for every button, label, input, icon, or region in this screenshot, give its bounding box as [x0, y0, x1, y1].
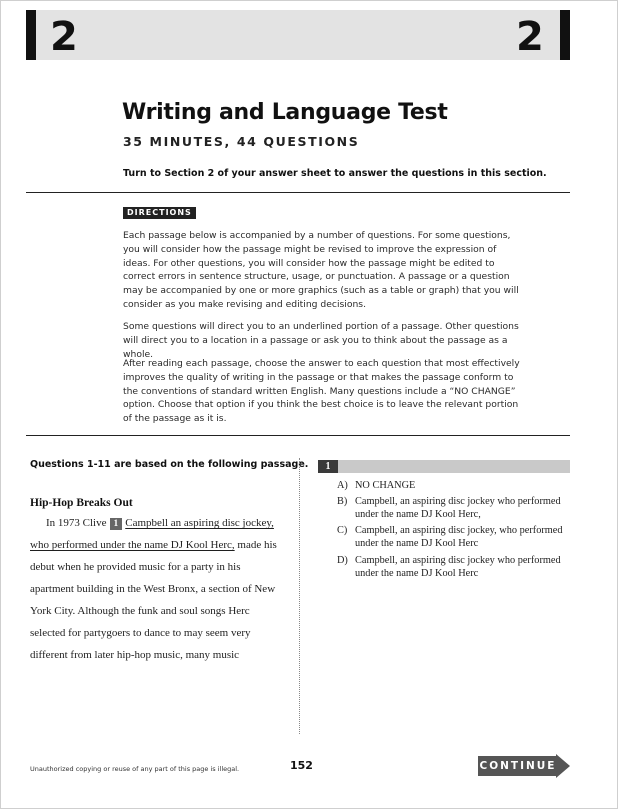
passage-line-2: [30, 539, 277, 551]
option-d-letter: D): [337, 555, 348, 566]
option-c-letter: C): [337, 525, 348, 536]
directions-badge: DIRECTIONS: [123, 207, 196, 219]
page-title: Writing and Language Test: [122, 100, 448, 125]
passage-line-4: apartment building in the West Bronx, a section of New: [30, 583, 276, 595]
option-b-letter: B): [337, 496, 348, 507]
question-1-number: 1: [318, 460, 338, 473]
option-a-text: NO CHANGE: [355, 480, 416, 491]
section-number-right: 2: [516, 14, 544, 60]
answer-option-c[interactable]: [337, 525, 572, 550]
directions-paragraph-2: Some questions will direct you to an underlined portion of a passage. Other questions will direct you to a location in a passage or ask you to think about the passage as a whole.: [123, 321, 519, 360]
continue-label: CONTINUE: [479, 760, 557, 772]
passage-line-2-text: made his: [234, 539, 277, 551]
top-rule: [26, 192, 570, 193]
section-header-bar-left: [26, 10, 36, 60]
passage-line-3: debut when he provided music for a party in his: [30, 561, 241, 573]
questions-heading: Questions 1-11 are based on the following passage.: [30, 459, 309, 470]
underlined-portion-1b[interactable]: who performed under the name DJ Kool Herc,: [30, 539, 235, 551]
underlined-portion-1a[interactable]: Campbell an aspiring disc jockey,: [125, 517, 274, 529]
copyright-note: Unauthorized copying or reuse of any part of this page is illegal.: [30, 765, 240, 773]
page-number: 152: [290, 759, 313, 772]
directions-paragraph-1: Each passage below is accompanied by a number of questions. For some questions, you will consider how the passage might be revised to improve the expression of ideas. For other questions, you will consider how the passage might be edited to correct errors in sentence structure, usage, or punctuation. A passage or a question may be accompanied by one or more graphics (such as a table or graph) that you will consider as you make revising and editing decisions.: [123, 230, 519, 310]
answer-sheet-instruction: Turn to Section 2 of your answer sheet to answer the questions in this section.: [123, 168, 547, 179]
passage-line-1-text: In 1973 Clive: [46, 517, 107, 529]
test-duration: 35 MINUTES, 44 QUESTIONS: [123, 134, 360, 149]
passage-line-5: York City. Although the funk and soul songs Herc: [30, 605, 250, 617]
directions-paragraph-3: After reading each passage, choose the answer to each question that most effectively improves the quality of writing in the passage or that makes the passage conform to the conventions of standard written English. Many questions include a “NO CHANGE” option. Choose that option if you think the best choice is to leave the relevant portion of the passage as it is.: [123, 358, 520, 425]
passage-line-7: different from later hip-hop music, many music: [30, 649, 240, 661]
directions-bottom-rule: [26, 435, 570, 436]
option-c-text: Campbell, an aspiring disc jockey, who performed under the name DJ Kool Herc: [355, 525, 563, 549]
question-1-bar: [318, 460, 570, 473]
question-marker-1[interactable]: 1: [110, 518, 123, 530]
answer-option-b[interactable]: [337, 496, 572, 521]
section-header-band: [26, 10, 570, 60]
passage-line-6: selected for partygoers to dance to may seem very: [30, 627, 251, 639]
passage-title: Hip-Hop Breaks Out: [30, 497, 133, 509]
answer-option-a[interactable]: [337, 480, 572, 493]
option-a-letter: A): [337, 480, 348, 491]
answer-option-d[interactable]: [337, 555, 572, 580]
option-b-text: Campbell, an aspiring disc jockey who performed under the name DJ Kool Herc,: [355, 496, 561, 520]
passage-line-1: [46, 517, 274, 530]
section-header-bar-right: [560, 10, 570, 60]
option-d-text: Campbell, an aspiring disc jockey who performed under the name DJ Kool Herc: [355, 555, 561, 579]
column-divider: [299, 458, 300, 734]
section-number-left: 2: [50, 14, 78, 60]
